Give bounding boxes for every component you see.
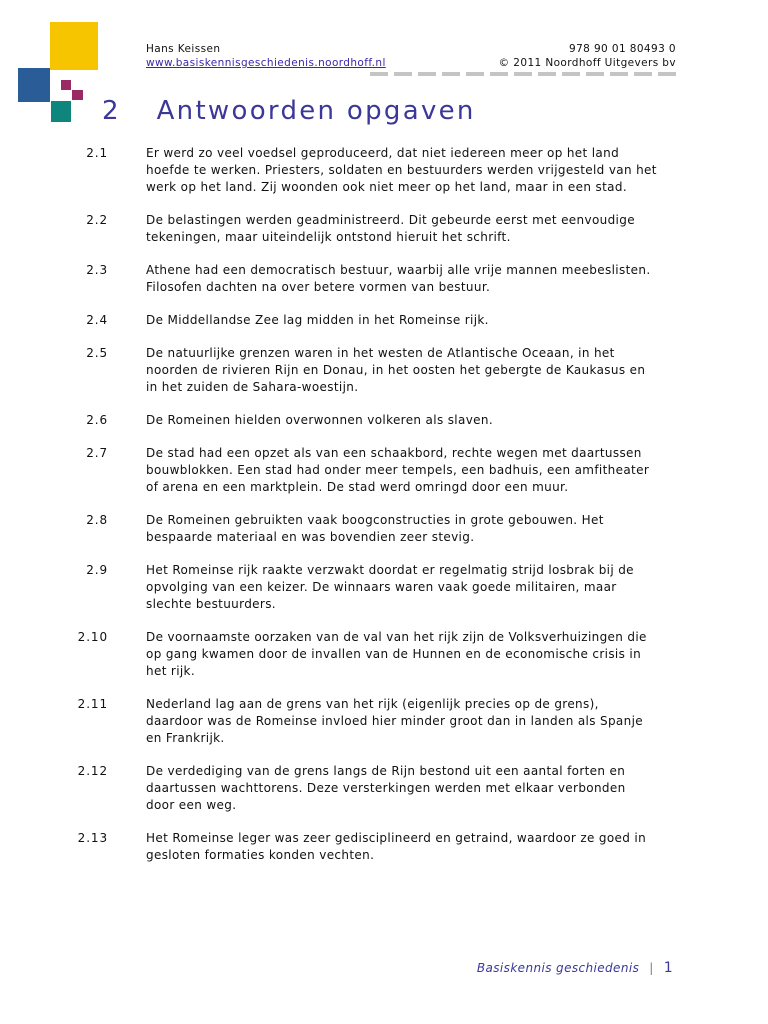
answer-number: 2.11 bbox=[77, 697, 108, 711]
logo-blue-square bbox=[18, 68, 50, 102]
answer-text: De Romeinen gebruikten vaak boogconstructies in grote gebouwen. Het bespaarde materiaal en was bovendien zeer stevig. bbox=[146, 513, 604, 544]
answer-item bbox=[0, 412, 768, 429]
answer-text: Er werd zo veel voedsel geproduceerd, dat niet iedereen meer op het land hoefde te werken. Priesters, soldaten en bestuurders werden vrijgesteld van het werk op het land. Zij woonden ook niet meer op het land, maar in een stad. bbox=[146, 146, 657, 194]
header-divider bbox=[370, 72, 676, 76]
answer-text: De voornaamste oorzaken van de val van het rijk zijn de Volksverhuizingen die op gang kwamen door de invallen van de Hunnen en de economische crisis in het rijk. bbox=[146, 630, 647, 678]
answer-item bbox=[0, 312, 768, 329]
chapter-title: Antwoorden opgaven bbox=[156, 96, 476, 126]
answer-item bbox=[0, 262, 768, 296]
answer-item bbox=[0, 512, 768, 546]
answer-text: De Romeinen hielden overwonnen volkeren als slaven. bbox=[146, 413, 493, 427]
answer-text: De natuurlijke grenzen waren in het westen de Atlantische Oceaan, in het noorden de rivieren Rijn en Donau, in het oosten het gebergte de Kaukasus en in het zuiden de Sahara-woestijn. bbox=[146, 346, 646, 394]
answer-number: 2.10 bbox=[77, 630, 108, 644]
logo-magenta-square bbox=[72, 90, 83, 100]
page-footer bbox=[477, 960, 673, 976]
answer-item bbox=[0, 830, 768, 864]
answer-text: Het Romeinse leger was zeer gedisciplineerd en getraind, waardoor ze goed in gesloten formaties konden vechten. bbox=[146, 831, 647, 862]
answer-list bbox=[0, 145, 768, 880]
answer-item bbox=[0, 562, 768, 613]
answer-number: 2.8 bbox=[86, 513, 108, 527]
page-number: 1 bbox=[663, 960, 673, 976]
answer-text: De Middellandse Zee lag midden in het Romeinse rijk. bbox=[146, 313, 489, 327]
answer-text: De stad had een opzet als van een schaakbord, rechte wegen met daartussen bouwblokken. Een stad had onder meer tempels, een badhuis, een amfitheater of arena en een marktplein. De stad werd omringd door een muur. bbox=[146, 446, 650, 494]
answer-number: 2.12 bbox=[77, 764, 108, 778]
answer-number: 2.4 bbox=[86, 313, 108, 327]
isbn: 978 90 01 80493 0 bbox=[569, 43, 676, 55]
answer-number: 2.7 bbox=[86, 446, 108, 460]
answer-text: Athene had een democratisch bestuur, waarbij alle vrije mannen meebeslisten. Filosofen dachten na over betere vormen van bestuur. bbox=[146, 263, 651, 294]
chapter-heading bbox=[102, 96, 476, 126]
answer-text: Het Romeinse rijk raakte verzwakt doordat er regelmatig strijd losbrak bij de opvolging van een keizer. De winnaars waren vaak goede militairen, maar slechte bestuurders. bbox=[146, 563, 634, 611]
answer-number: 2.13 bbox=[77, 831, 108, 845]
copyright: © 2011 Noordhoff Uitgevers bv bbox=[498, 57, 676, 69]
answer-item bbox=[0, 145, 768, 196]
answer-number: 2.5 bbox=[86, 346, 108, 360]
website-link[interactable]: www.basiskennisgeschiedenis.noordhoff.nl bbox=[146, 57, 386, 69]
answer-item bbox=[0, 445, 768, 496]
answer-number: 2.6 bbox=[86, 413, 108, 427]
footer-book-title: Basiskennis geschiedenis bbox=[476, 961, 640, 975]
answer-item bbox=[0, 696, 768, 747]
chapter-number: 2 bbox=[102, 96, 121, 126]
logo-magenta-square bbox=[61, 80, 71, 90]
logo-teal-square bbox=[51, 101, 71, 122]
header-author-block bbox=[146, 42, 386, 70]
answer-item bbox=[0, 763, 768, 814]
answer-item bbox=[0, 212, 768, 246]
answer-text: Nederland lag aan de grens van het rijk (eigenlijk precies op de grens), daardoor was de Romeinse invloed hier minder groot dan in landen als Spanje en Frankrijk. bbox=[146, 697, 643, 745]
answer-number: 2.3 bbox=[86, 263, 108, 277]
author-name: Hans Keissen bbox=[146, 43, 221, 55]
answer-text: De belastingen werden geadministreerd. Dit gebeurde eerst met eenvoudige tekeningen, maar uiteindelijk ontstond hieruit het schrift. bbox=[146, 213, 635, 244]
answer-item bbox=[0, 629, 768, 680]
answer-number: 2.9 bbox=[86, 563, 108, 577]
header-publication-block bbox=[499, 42, 676, 70]
answer-item bbox=[0, 345, 768, 396]
footer-separator: | bbox=[649, 961, 654, 975]
answer-number: 2.2 bbox=[86, 213, 108, 227]
answer-number: 2.1 bbox=[86, 146, 108, 160]
answer-text: De verdediging van de grens langs de Rijn bestond uit een aantal forten en daartussen wachttorens. Deze versterkingen werden met elkaar verbonden door een weg. bbox=[146, 764, 626, 812]
logo-yellow-square bbox=[50, 22, 98, 70]
